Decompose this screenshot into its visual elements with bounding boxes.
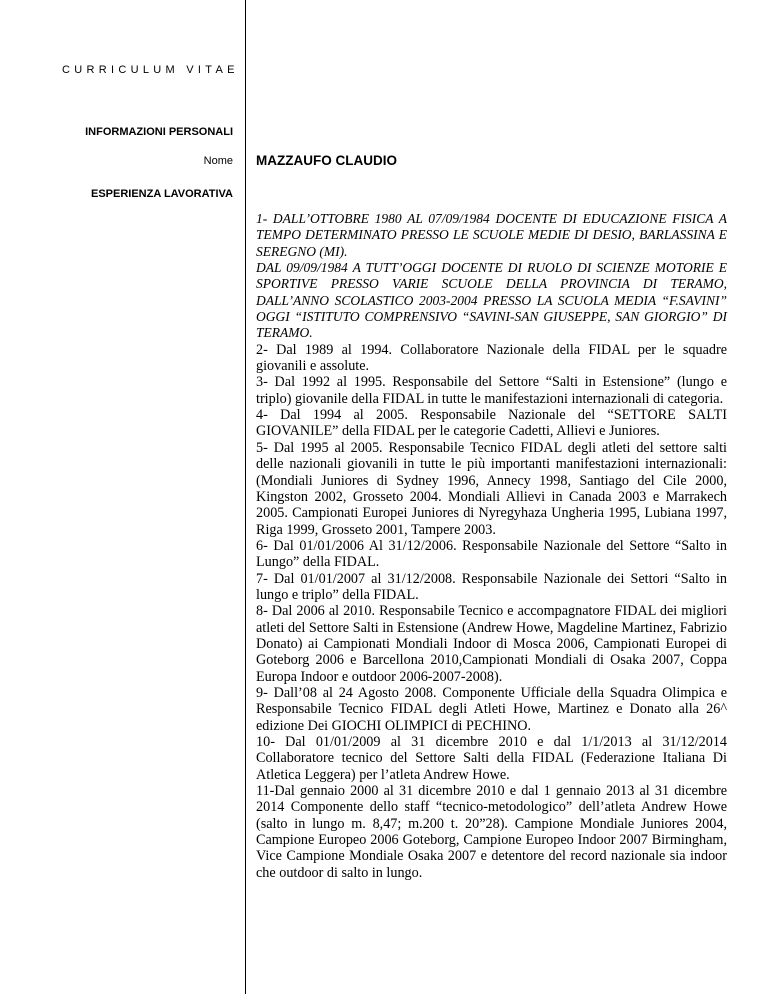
experience-item: 11-Dal gennaio 2000 al 31 dicembre 2010 e dal 1 gennaio 2013 al 31 dicembre 2014 Componente dello staff “tecnico-metodologico” dell’atleta Andrew Howe (salto in lungo m. 8,47; m.200 t. 20”28). Campione Mondiale Juniores 2004, Campione Europeo 2006 Goteborg, Campione Europeo Indoor 2007 Birmingham, Vice Campione Mondiale Osaka 2007 e detentore del record nazionale sia indoor che outdoor di salto in lungo.: [256, 783, 727, 881]
experience-intro-1: 1- DALL’OTTOBRE 1980 AL 07/09/1984 DOCENTE DI EDUCAZIONE FISICA A TEMPO DETERMINATO PRESSO LE SCUOLE MEDIE DI DESIO, BARLASSINA E SEREGNO (MI).: [256, 211, 727, 259]
experience-item: 9- Dall’08 al 24 Agosto 2008. Componente Ufficiale della Squadra Olimpica e Responsabile Tecnico FIDAL degli Atleti Howe, Martinez e Donato alla 26^ edizione Dei GIOCHI OLIMPICI di PECHINO.: [256, 684, 727, 734]
field-label-name: Nome: [203, 155, 233, 167]
section-label-experience: ESPERIENZA LAVORATIVA: [91, 188, 233, 200]
experience-item: 3- Dal 1992 al 1995. Responsabile del Settore “Salti in Estensione” (lungo e triplo) giovanile della FIDAL in tutte le manifestazioni internazionali di categoria.: [256, 374, 727, 407]
column-divider: [245, 0, 246, 994]
experience-item: 5- Dal 1995 al 2005. Responsabile Tecnico FIDAL degli atleti del settore salti delle nazionali giovanili in tutte le più importanti manifestazioni internazionali: (Mondiali Juniores di Sydney 1996, Annecy 1998, Santiago del Cile 2000, Kingston 2002, Grosseto 2004. Mondiali Allievi in Canada 2003 e Marrakech 2005. Campionati Europei Juniores di Nyregyhaza Ungheria 1995, Lubiana 1997, Riga 1999, Grosseto 2001, Tampere 2003.: [256, 439, 727, 538]
experience-item: 4- Dal 1994 al 2005. Responsabile Nazionale del “SETTORE SALTI GIOVANILE” della FIDAL per le categorie Cadetti, Allievi e Juniores.: [256, 407, 727, 440]
experience-item: 2- Dal 1989 al 1994. Collaboratore Nazionale della FIDAL per le squadre giovanili e assolute.: [256, 341, 727, 375]
experience-intro-2: DAL 09/09/1984 A TUTT’OGGI DOCENTE DI RUOLO DI SCIENZE MOTORIE E SPORTIVE PRESSO VARIE SCUOLE DELLA PROVINCIA DI TERAMO, DALL’ANNO SCOLASTICO 2003-2004 PRESSO LA SCUOLA MEDIA “F.SAVINI” OGGI “ISTITUTO COMPRENSIVO “SAVINI-SAN GIUSEPPE, SAN GIORGIO” DI TERAMO.: [256, 260, 727, 341]
section-label-personal: INFORMAZIONI PERSONALI: [85, 126, 233, 138]
experience-body: [256, 211, 727, 881]
person-name: MAZZAUFO CLAUDIO: [256, 153, 397, 168]
document-title: CURRICULUM VITAE: [62, 64, 239, 76]
experience-item: 8- Dal 2006 al 2010. Responsabile Tecnico e accompagnatore FIDAL dei migliori atleti del Settore Salti in Estensione (Andrew Howe, Magdeline Martinez, Fabrizio Donato) ai Campionati Mondiali Indoor di Mosca 2006, Campionati Europei di Goteborg 2006 e Barcellona 2010,Campionati Mondiali di Osaka 2007, Coppa Europa Indoor e outdoor 2006-2007-2008).: [256, 603, 727, 685]
experience-item: 10- Dal 01/01/2009 al 31 dicembre 2010 e dal 1/1/2013 al 31/12/2014 Collaboratore tecnico del Settore Salti della FIDAL (Federazione Italiana Di Atletica Leggera) per l’atleta Andrew Howe.: [256, 734, 727, 783]
experience-item: 7- Dal 01/01/2007 al 31/12/2008. Responsabile Nazionale dei Settori “Salto in lungo e triplo” della FIDAL.: [256, 570, 727, 603]
experience-item: 6- Dal 01/01/2006 Al 31/12/2006. Responsabile Nazionale del Settore “Salto in Lungo” della FIDAL.: [256, 537, 727, 571]
